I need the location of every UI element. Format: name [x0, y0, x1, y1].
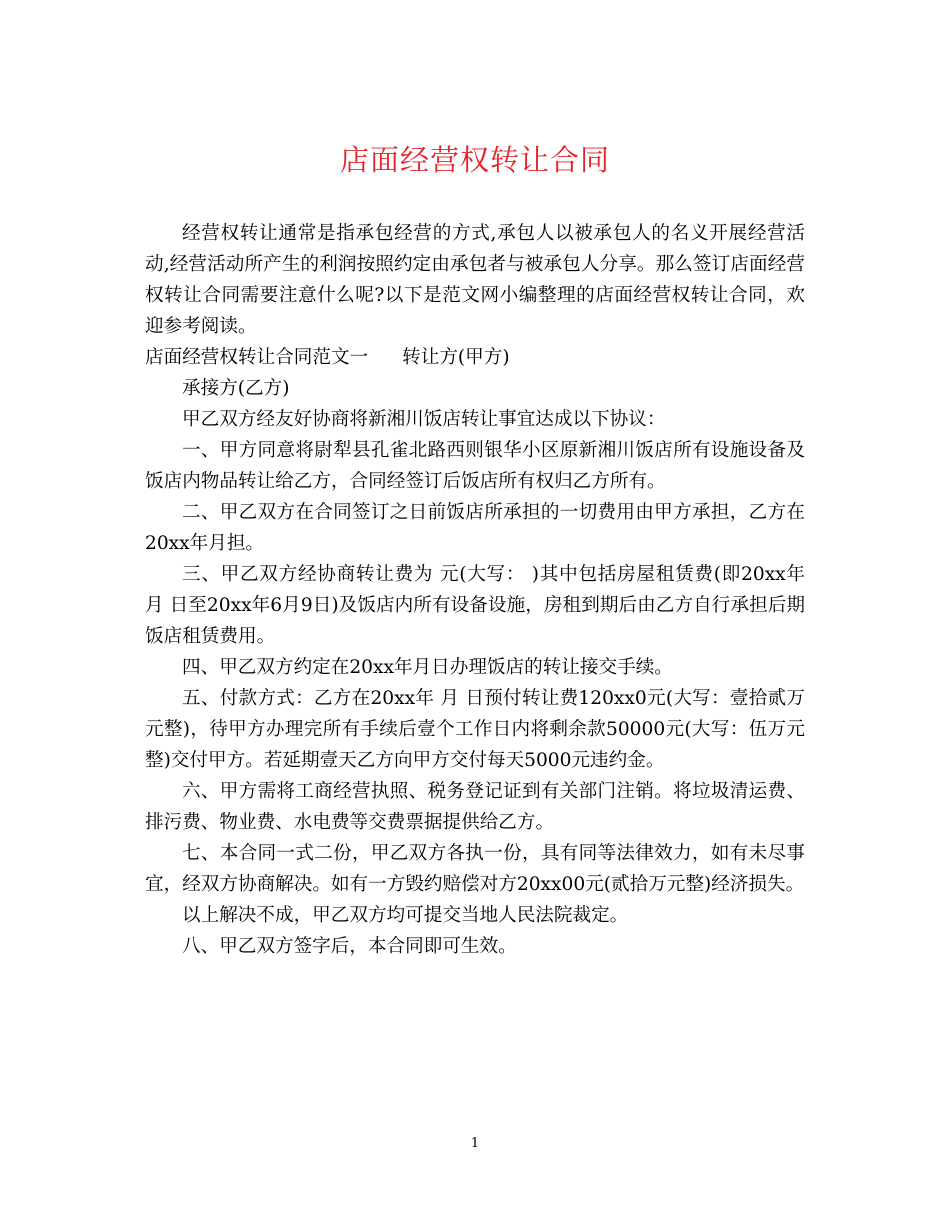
- agreement-paragraph: 甲乙双方经友好协商将新湘川饭店转让事宜达成以下协议：: [182, 409, 666, 430]
- party-a-label: 转让方(甲方): [402, 347, 510, 368]
- clause-7: 七、本合同一式二份，甲乙双方各执一份，具有同等法律效力，如有未尽事宜，经双方协商解决。如有一方毁约赔偿对方20xx00元(贰拾万元整)经济损失。: [145, 843, 805, 895]
- party-b-label: 承接方(乙方): [182, 378, 290, 399]
- clause-8: 八、甲乙双方签字后，本合同即可生效。: [182, 936, 517, 957]
- sample-heading: 店面经营权转让合同范文一: [145, 347, 369, 368]
- clause-3: 三、甲乙双方经协商转让费为 元(大写： )其中包括房屋租赁费(即20xx年 月 日至20xx年6月9日)及饭店内所有设备设施，房租到期后由乙方自行承担后期饭店租赁费用。: [145, 564, 805, 647]
- clause-5: 五、付款方式：乙方在20xx年 月 日预付转让费120xx0元(大写：壹拾贰万元整)，待甲方办理完所有手续后壹个工作日内将剩余款50000元(大写：伍万元整)交付甲方。若延期壹天乙方向甲方交付每天5000元违约金。: [145, 688, 805, 771]
- clause-1: 一、甲方同意将尉犁县孔雀北路西则银华小区原新湘川饭店所有设施设备及饭店内物品转让给乙方，合同经签订后饭店所有权归乙方所有。: [145, 440, 805, 492]
- heading-line: [145, 342, 805, 373]
- page-number: 1: [470, 1136, 480, 1151]
- clause-2: 二、甲乙双方在合同签订之日前饭店所承担的一切费用由甲方承担，乙方在20xx年月担。: [145, 502, 805, 554]
- document-body: [145, 218, 805, 962]
- dispute-paragraph: 以上解决不成，甲乙双方均可提交当地人民法院裁定。: [182, 905, 629, 926]
- document-title: 店面经营权转让合同: [339, 143, 610, 177]
- clause-4: 四、甲乙双方约定在20xx年月日办理饭店的转让接交手续。: [182, 657, 673, 678]
- intro-paragraph: 经营权转让通常是指承包经营的方式,承包人以被承包人的名义开展经营活动,经营活动所产生的利润按照约定由承包者与被承包人分享。那么签订店面经营权转让合同需要注意什么呢?以下是范文网小编整理的店面经营权转让合同，欢迎参考阅读。: [145, 223, 805, 337]
- clause-6: 六、甲方需将工商经营执照、税务登记证到有关部门注销。将垃圾清运费、排污费、物业费、水电费等交费票据提供给乙方。: [145, 781, 805, 833]
